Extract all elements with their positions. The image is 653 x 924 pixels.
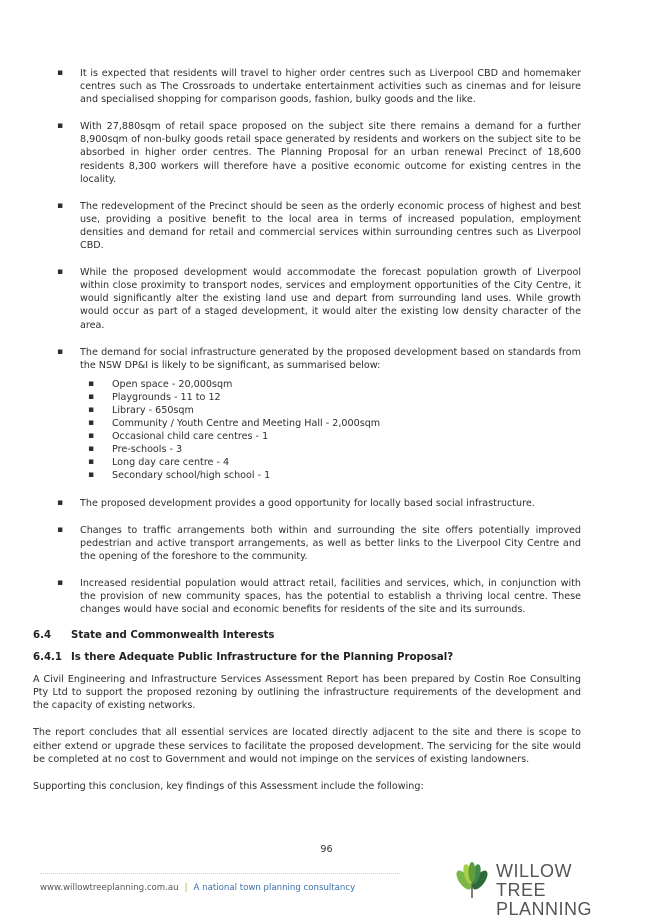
subsection-heading (33, 652, 581, 663)
section-number: 6.4 (33, 630, 52, 642)
body-paragraph: The report concludes that all essential services are located directly adjacent to the site and there is scope to either extend or upgrade these services to facilitate the proposed development. The servicing for the site would be completed at no cost to Government and would not impinge on the services of existing landowners. (33, 727, 581, 765)
footer-tagline: A national town planning consultancy (193, 883, 356, 893)
logo-line-2: PLANNING (496, 899, 593, 919)
social-infrastructure-list (80, 378, 581, 483)
sub-list-item: ▪ Playgrounds - 11 to 12 (80, 391, 581, 404)
sub-list-item: ▪ Library - 650sqm (80, 404, 581, 417)
subsection-title: Is there Adequate Public Infrastructure for the Planning Proposal? (71, 652, 454, 664)
list-item: ▪ Changes to traffic arrangements both within and surrounding the site offers potentially improved pedestrian and active transport arrangements, as well as better links to the Liverpool City Centre and the opening of the foreshore to the community. (33, 524, 581, 563)
section-title: State and Commonwealth Interests (71, 630, 275, 642)
subsection-number: 6.4.1 (33, 652, 63, 664)
list-item: ▪ Increased residential population would attract retail, facilities and services, which, in conjunction with the provision of new community spaces, has the potential to establish a thriving local centre. These changes would have social and economic benefits for residents of the site and its surrounds. (33, 577, 581, 616)
sub-list-item: ▪ Open space - 20,000sqm (80, 378, 581, 391)
body-paragraph: A Civil Engineering and Infrastructure Services Assessment Report has been prepared by Costin Roe Consulting Pty Ltd to support the proposed rezoning by outlining the infrastructure requirements of the development and the capacity of existing networks. (33, 674, 581, 712)
footer-url[interactable]: www.willowtreeplanning.com.au (40, 883, 179, 893)
sub-list-item: ▪ Secondary school/high school - 1 (80, 469, 581, 482)
footer (40, 883, 355, 893)
tree-logo-icon (452, 860, 492, 900)
list-item: ▪ The proposed development provides a good opportunity for locally based social infrastructure. (33, 497, 581, 510)
section-heading (33, 630, 581, 641)
logo-wordmark (496, 862, 622, 919)
sub-list-item: ▪ Occasional child care centres - 1 (80, 430, 581, 443)
company-logo (452, 860, 622, 919)
list-item: ▪ While the proposed development would accommodate the forecast population growth of Liverpool within close proximity to transport nodes, services and employment opportunities of the City Centre, it would significantly alter the existing land use and depart from surrounding land uses. While growth would occur as part of a staged development, it would alter the existing low density character of the area. (33, 266, 581, 331)
footer-separator: | (184, 883, 188, 893)
footer-divider (40, 873, 400, 874)
list-item: ▪ The redevelopment of the Precinct should be seen as the orderly economic process of highest and best use, providing a positive benefit to the local area in terms of increased population, employment densities and demand for retail and commercial services within surrounding centres such as Liverpool CBD. (33, 200, 581, 252)
list-item: ▪ With 27,880sqm of retail space proposed on the subject site there remains a demand for a further 8,900sqm of non-bulky goods retail space generated by residents and workers on the subject site to be absorbed in higher order centres. The Planning Proposal for an urban renewal Precinct of 18,600 residents 8,300 workers will therefore have a positive economic outcome for existing centres in the locality. (33, 120, 581, 185)
sub-list-item: ▪ Community / Youth Centre and Meeting Hall - 2,000sqm (80, 417, 581, 430)
list-item (33, 346, 581, 483)
sub-list-item: ▪ Pre-schools - 3 (80, 443, 581, 456)
findings-list (33, 67, 581, 616)
list-item: ▪ It is expected that residents will travel to higher order centres such as Liverpool CBD and homemaker centres such as The Crossroads to undertake entertainment activities such as cinemas and for leisure and specialised shopping for comparison goods, fashion, bulky goods and the like. (33, 67, 581, 106)
sub-list-item: ▪ Long day care centre - 4 (80, 456, 581, 469)
list-item-text: The demand for social infrastructure generated by the proposed development based on standards from the NSW DP&I is likely to be significant, as summarised below: (80, 346, 581, 371)
page-number: 96 (320, 844, 333, 855)
body-paragraph: Supporting this conclusion, key findings of this Assessment include the following: (33, 780, 424, 792)
page-content (33, 67, 581, 807)
logo-line-1: WILLOW TREE (496, 861, 573, 900)
